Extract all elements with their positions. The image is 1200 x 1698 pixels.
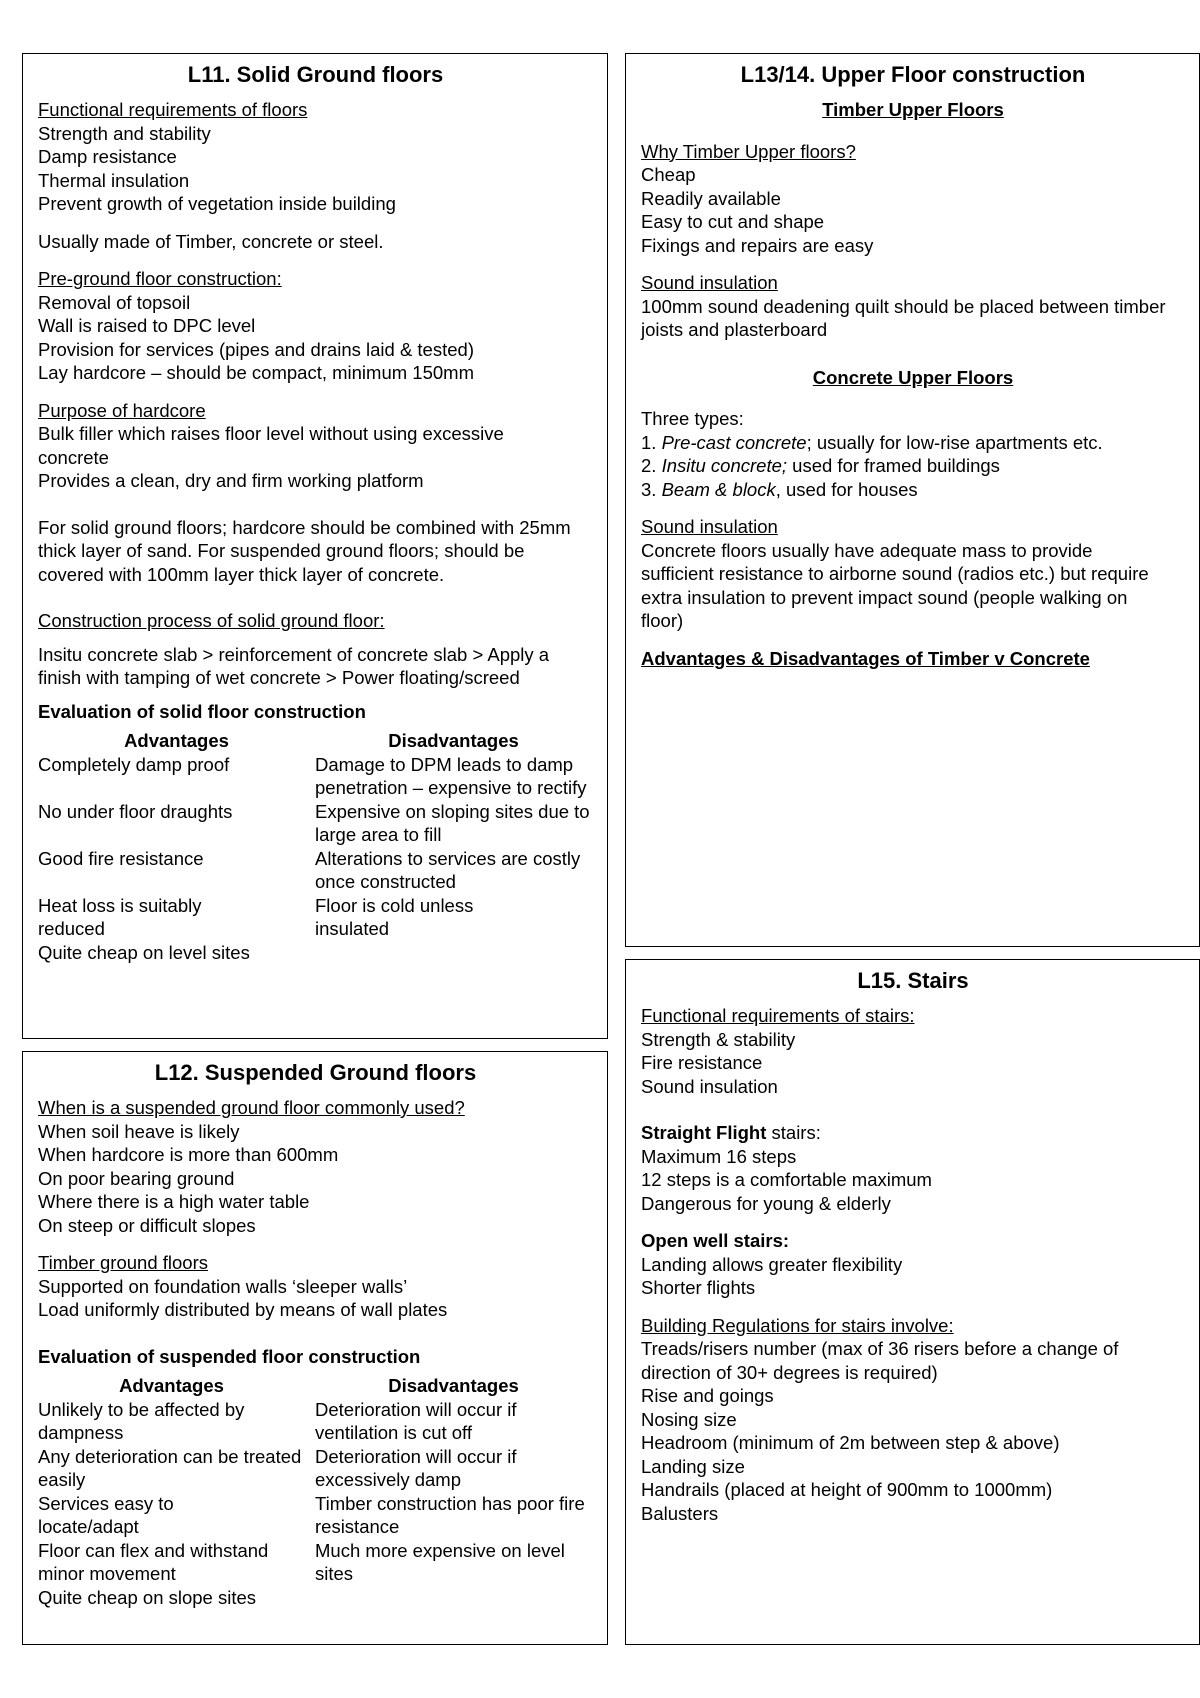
list-item: Bulk filler which raises floor level without using excessive concrete bbox=[38, 423, 504, 468]
pre-ground-heading: Pre-ground floor construction: bbox=[38, 268, 282, 289]
list-item: 2. Insitu concrete; used for framed buildings bbox=[641, 455, 1000, 476]
advantage-cell: Services easy to locate/adapt bbox=[38, 1492, 174, 1537]
disadvantages-heading: Disadvantages bbox=[388, 730, 519, 751]
list-item: Landing allows greater flexibility bbox=[641, 1253, 903, 1275]
stairs-panel bbox=[625, 959, 1200, 1645]
timber-ground-floors-heading: Timber ground floors bbox=[38, 1252, 208, 1273]
advantage-cell: Floor can flex and withstand minor movement bbox=[38, 1539, 269, 1584]
disadvantage-cell: Timber construction has poor fire resistance bbox=[315, 1492, 585, 1537]
table-row bbox=[38, 894, 593, 941]
when-used-heading: When is a suspended ground floor commonly used? bbox=[38, 1097, 465, 1118]
list-item: Cheap bbox=[641, 164, 696, 185]
list-item: Dangerous for young & elderly bbox=[641, 1192, 891, 1214]
straight-flight-heading: Straight Flight stairs: bbox=[641, 1122, 821, 1143]
construction-process-text: Insitu concrete slab > reinforcement of concrete slab > Apply a finish with tamping of wet concrete > Power floating/screed bbox=[38, 643, 550, 688]
list-item: When hardcore is more than 600mm bbox=[38, 1144, 339, 1165]
panel-title: L11. Solid Ground floors bbox=[187, 62, 444, 87]
list-item: Rise and goings bbox=[641, 1385, 774, 1406]
advantage-cell: Any deterioration can be treated easily bbox=[38, 1445, 302, 1490]
disadvantage-cell: Floor is cold unless insulated bbox=[315, 894, 474, 939]
table-row bbox=[38, 847, 593, 894]
advantage-cell: Heat loss is suitably reduced bbox=[38, 894, 202, 939]
list-item: Balusters bbox=[641, 1502, 719, 1524]
disadvantage-cell: Expensive on sloping sites due to large area to fill bbox=[315, 800, 590, 845]
list-item: Fire resistance bbox=[641, 1052, 763, 1073]
materials-text: Usually made of Timber, concrete or steel. bbox=[38, 230, 384, 252]
panel-title: L13/14. Upper Floor construction bbox=[740, 62, 1086, 87]
disadvantage-cell: Damage to DPM leads to damp penetration – expensive to rectify bbox=[315, 753, 587, 798]
list-item: 12 steps is a comfortable maximum bbox=[641, 1169, 932, 1190]
disadvantages-heading: Disadvantages bbox=[388, 1375, 519, 1396]
list-item: Damp resistance bbox=[38, 146, 177, 167]
advantages-heading: Advantages bbox=[124, 730, 229, 751]
functional-requirements-heading: Functional requirements of stairs: bbox=[641, 1005, 915, 1026]
concrete-upper-floors-heading: Concrete Upper Floors bbox=[812, 366, 1014, 388]
advantage-cell: Quite cheap on level sites bbox=[38, 941, 250, 963]
sound-insulation-text: Concrete floors usually have adequate mass to provide sufficient resistance to airborne sound (radios etc.) but require extra insulation to prevent impact sound (people walking on floor) bbox=[641, 539, 1149, 631]
sound-insulation-text: 100mm sound deadening quilt should be placed between timber joists and plasterboard bbox=[641, 295, 1166, 340]
advantage-cell: No under floor draughts bbox=[38, 800, 233, 822]
disadvantage-cell: Deterioration will occur if ventilation is cut off bbox=[315, 1398, 517, 1443]
evaluation-heading: Evaluation of suspended floor construction bbox=[38, 1345, 421, 1367]
suspended-ground-floors-panel bbox=[22, 1051, 608, 1645]
open-well-heading: Open well stairs: bbox=[641, 1230, 790, 1251]
list-item: Where there is a high water table bbox=[38, 1191, 310, 1212]
list-item: Provision for services (pipes and drains laid & tested) bbox=[38, 338, 474, 360]
building-regulations-heading: Building Regulations for stairs involve: bbox=[641, 1314, 954, 1336]
list-item: Prevent growth of vegetation inside building bbox=[38, 193, 396, 214]
list-item: On steep or difficult slopes bbox=[38, 1214, 256, 1236]
list-item: Load uniformly distributed by means of wall plates bbox=[38, 1299, 448, 1320]
disadvantage-cell: Much more expensive on level sites bbox=[315, 1539, 565, 1584]
list-item: Removal of topsoil bbox=[38, 291, 191, 313]
list-item: 1. Pre-cast concrete; usually for low-rise apartments etc. bbox=[641, 431, 1103, 453]
list-item: Wall is raised to DPC level bbox=[38, 315, 256, 336]
advantage-cell: Quite cheap on slope sites bbox=[38, 1586, 257, 1608]
list-item: Landing size bbox=[641, 1455, 745, 1477]
list-item: When soil heave is likely bbox=[38, 1120, 240, 1142]
list-item: Maximum 16 steps bbox=[641, 1145, 797, 1167]
list-item: Strength & stability bbox=[641, 1028, 796, 1050]
list-item: Treads/risers number (max of 36 risers before a change of direction of 30+ degrees is required) bbox=[641, 1338, 1119, 1383]
table-row bbox=[38, 753, 593, 800]
table-row bbox=[38, 941, 593, 965]
functional-requirements-heading: Functional requirements of floors bbox=[38, 99, 308, 120]
advantages-disadvantages-heading: Advantages & Disadvantages of Timber v Concrete bbox=[641, 647, 1090, 669]
list-item: Thermal insulation bbox=[38, 169, 190, 191]
panel-title: L12. Suspended Ground floors bbox=[154, 1060, 477, 1085]
advantages-heading: Advantages bbox=[119, 1375, 224, 1396]
list-item: Headroom (minimum of 2m between step & above) bbox=[641, 1432, 1060, 1453]
list-item: Strength and stability bbox=[38, 122, 211, 144]
evaluation-table bbox=[38, 1374, 593, 1609]
list-item: Readily available bbox=[641, 187, 781, 209]
timber-upper-floors-heading: Timber Upper Floors bbox=[822, 99, 1004, 120]
list-item: Lay hardcore – should be compact, minimum 150mm bbox=[38, 362, 474, 383]
evaluation-table bbox=[38, 729, 593, 753]
list-item: Supported on foundation walls ‘sleeper walls’ bbox=[38, 1275, 408, 1297]
list-item: Handrails (placed at height of 900mm to 1000mm) bbox=[641, 1479, 1053, 1500]
list-item: Nosing size bbox=[641, 1408, 737, 1430]
sound-insulation-heading: Sound insulation bbox=[641, 272, 778, 293]
upper-floor-construction-panel bbox=[625, 53, 1200, 947]
evaluation-heading: Evaluation of solid floor construction bbox=[38, 700, 366, 722]
solid-ground-floors-panel bbox=[22, 53, 608, 1039]
list-item: Shorter flights bbox=[641, 1277, 756, 1298]
table-row bbox=[38, 800, 593, 847]
hardcore-heading: Purpose of hardcore bbox=[38, 399, 206, 421]
advantage-cell: Good fire resistance bbox=[38, 847, 204, 869]
panel-title: L15. Stairs bbox=[857, 968, 969, 993]
list-item: Sound insulation bbox=[641, 1075, 778, 1097]
list-item: Easy to cut and shape bbox=[641, 211, 825, 232]
why-timber-heading: Why Timber Upper floors? bbox=[641, 140, 856, 162]
list-item: 3. Beam & block, used for houses bbox=[641, 478, 918, 500]
list-item: Provides a clean, dry and firm working platform bbox=[38, 470, 424, 491]
construction-process-heading: Construction process of solid ground floor: bbox=[38, 610, 385, 631]
types-intro: Three types: bbox=[641, 408, 744, 429]
advantage-cell: Unlikely to be affected by dampness bbox=[38, 1398, 245, 1443]
disadvantage-cell: Alterations to services are costly once constructed bbox=[315, 847, 581, 892]
solid-note-text: For solid ground floors; hardcore should be combined with 25mm thick layer of sand. For suspended ground floors; should be covered with 100mm layer thick layer of concrete. bbox=[38, 516, 571, 585]
sound-insulation-heading: Sound insulation bbox=[641, 516, 778, 537]
list-item: Fixings and repairs are easy bbox=[641, 234, 874, 256]
list-item: On poor bearing ground bbox=[38, 1167, 235, 1189]
disadvantage-cell: Deterioration will occur if excessively damp bbox=[315, 1445, 517, 1490]
advantage-cell: Completely damp proof bbox=[38, 753, 230, 775]
